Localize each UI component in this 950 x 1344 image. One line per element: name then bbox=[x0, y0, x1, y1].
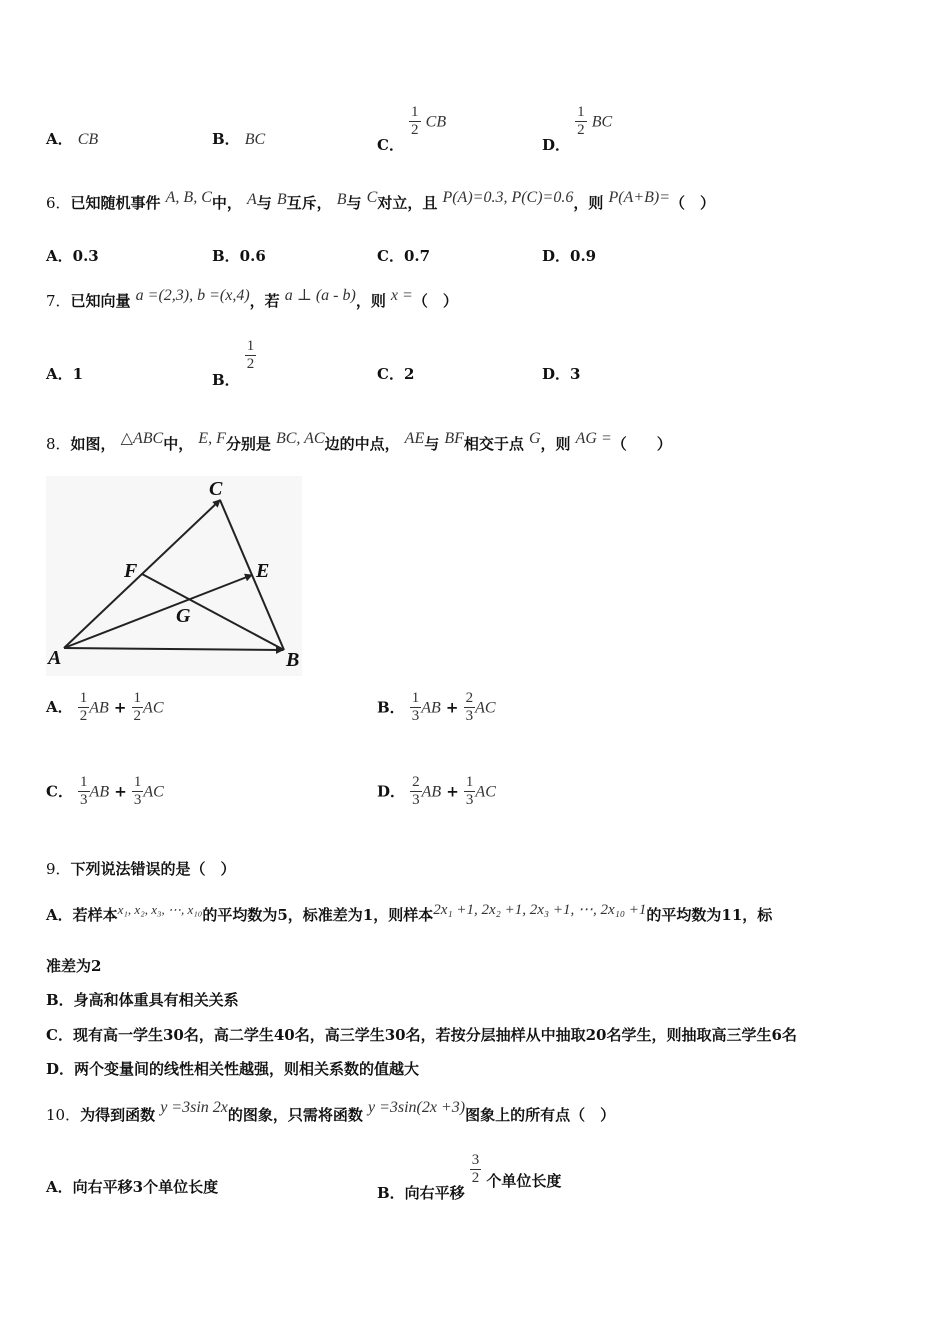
fraction-denominator: 3 bbox=[412, 792, 420, 809]
q9-option-a-line1 bbox=[46, 904, 772, 925]
q7-option-a bbox=[46, 363, 83, 384]
fraction bbox=[464, 690, 476, 726]
option-math: 2x₁ +1, 2x₂ +1, 2x₃ +1, ⋯, 2x₁₀ +1 bbox=[433, 902, 647, 918]
q6-option-d: D．0.9 bbox=[542, 247, 597, 265]
option-value: 3 bbox=[570, 365, 581, 383]
stem-text: （ ） bbox=[611, 435, 672, 453]
vector-name: AB bbox=[89, 699, 109, 717]
q5-option-d bbox=[542, 104, 613, 155]
option-text: B．向右平移 bbox=[377, 1184, 465, 1203]
stem-text: 已知随机事件 bbox=[70, 194, 161, 212]
q9-option-d: D．两个变量间的线性相关性越强，则相关系数的值越大 bbox=[46, 1060, 420, 1078]
q6-option-a: A．0.3 bbox=[46, 247, 99, 265]
label-f: F bbox=[124, 560, 138, 582]
question-number: 8． bbox=[46, 435, 71, 453]
stem-math: G bbox=[528, 430, 541, 447]
fraction-numerator: 1 bbox=[575, 104, 587, 122]
fraction-numerator: 2 bbox=[464, 690, 476, 708]
q7-option-d bbox=[542, 363, 580, 384]
q6-stem bbox=[46, 189, 716, 213]
fraction-numerator: 1 bbox=[409, 104, 421, 122]
option-letter: B． bbox=[212, 130, 240, 148]
fraction bbox=[245, 338, 257, 374]
fraction-numerator: 2 bbox=[410, 774, 422, 792]
stem-math: △ABC bbox=[120, 430, 164, 447]
stem-text: 中， bbox=[211, 194, 242, 212]
fraction-numerator: 1 bbox=[78, 774, 90, 792]
fraction bbox=[575, 104, 587, 140]
option-text: A．若样本 bbox=[46, 906, 118, 924]
q10-stem bbox=[46, 1099, 616, 1125]
vector-name: AC bbox=[475, 699, 496, 717]
fraction-numerator: 1 bbox=[245, 338, 257, 356]
fraction bbox=[409, 104, 421, 140]
stem-text: 如图， bbox=[70, 435, 116, 453]
fraction-denominator: 2 bbox=[471, 1170, 480, 1187]
stem-text: ，则 bbox=[355, 292, 386, 310]
fraction-denominator: 2 bbox=[577, 122, 585, 139]
vector-name: AC bbox=[475, 783, 496, 801]
option-value: 2 bbox=[403, 365, 415, 383]
fraction-numerator: 1 bbox=[132, 690, 144, 708]
option-letter: A． bbox=[46, 698, 73, 717]
fraction-denominator: 2 bbox=[79, 708, 88, 725]
stem-text: 与 bbox=[346, 194, 362, 212]
stem-math: BC, AC bbox=[275, 430, 325, 447]
fraction-denominator: 2 bbox=[411, 122, 419, 139]
fraction bbox=[78, 774, 90, 810]
stem-text: 已知向量 bbox=[70, 292, 131, 310]
stem-math: B bbox=[276, 191, 287, 208]
fraction bbox=[470, 1152, 482, 1188]
q9-option-c: C．现有高一学生30名，高二学生40名，高三学生30名，若按分层抽样从中抽取20名学生，则抽取高三学生6名 bbox=[46, 1026, 797, 1044]
fraction bbox=[132, 774, 144, 810]
q8-stem bbox=[46, 430, 672, 454]
option-value: 1 bbox=[72, 365, 84, 383]
option-letter: B． bbox=[377, 698, 405, 717]
stem-math: a =(2,3), b =(x,4) bbox=[135, 287, 250, 304]
label-g: G bbox=[176, 605, 191, 627]
option-letter: C． bbox=[377, 136, 404, 155]
stem-text: 分别是 bbox=[225, 435, 271, 453]
stem-math: P(A+B)= bbox=[608, 189, 671, 206]
stem-math: BF bbox=[444, 430, 464, 447]
fraction-numerator: 1 bbox=[78, 690, 90, 708]
option-text: 个单位长度 bbox=[486, 1172, 562, 1191]
plus-sign: + bbox=[446, 782, 459, 801]
stem-math: AE bbox=[404, 430, 425, 447]
q9-option-a-line2: 准差为2 bbox=[46, 957, 102, 975]
stem-text: ，则 bbox=[573, 194, 604, 212]
plus-sign: + bbox=[114, 782, 127, 801]
q6-option-c: C．0.7 bbox=[377, 247, 431, 265]
option-letter: A． bbox=[46, 130, 73, 148]
stem-text: 边的中点， bbox=[324, 435, 400, 453]
vector-name: AB bbox=[89, 783, 110, 801]
option-letter: D． bbox=[542, 365, 571, 383]
stem-math: E, F bbox=[198, 430, 226, 447]
option-letter: A． bbox=[46, 365, 73, 383]
vector-name: AB bbox=[421, 699, 441, 717]
stem-text: 互斥， bbox=[286, 194, 332, 212]
fraction-numerator: 1 bbox=[132, 774, 144, 792]
q6-option-b: B．0.6 bbox=[212, 247, 266, 265]
fraction bbox=[78, 690, 90, 726]
option-text: 的平均数为5，标准差为1，则样本 bbox=[202, 906, 434, 924]
stem-text: 对立，且 bbox=[377, 194, 438, 212]
q9-option-b: B．身高和体重具有相关关系 bbox=[46, 991, 239, 1009]
stem-text: 与 bbox=[256, 194, 272, 212]
stem-text: 相交于点 bbox=[463, 435, 524, 453]
q8-option-a bbox=[46, 690, 164, 726]
vector-name: AC bbox=[143, 699, 164, 717]
q7-stem bbox=[46, 287, 458, 311]
label-a: A bbox=[48, 647, 62, 669]
stem-text: 与 bbox=[424, 435, 440, 453]
label-b: B bbox=[286, 649, 300, 671]
q5-option-a bbox=[46, 128, 98, 149]
triangle-figure bbox=[46, 476, 302, 676]
fraction-denominator: 3 bbox=[133, 792, 142, 809]
q10-option-a: A．向右平移3个单位长度 bbox=[46, 1178, 219, 1196]
fraction bbox=[410, 690, 422, 726]
fraction bbox=[464, 774, 476, 810]
fraction-denominator: 3 bbox=[465, 708, 474, 725]
stem-text: 中， bbox=[163, 435, 194, 453]
stem-math: y =3sin(2x +3) bbox=[367, 1099, 466, 1116]
option-math: CB bbox=[425, 113, 447, 131]
stem-text: （ ） bbox=[670, 194, 716, 212]
stem-math: x = bbox=[390, 287, 413, 304]
option-letter: D． bbox=[377, 782, 406, 801]
fraction-numerator: 1 bbox=[410, 690, 422, 708]
stem-math: y =3sin 2x bbox=[160, 1099, 228, 1116]
option-letter: C． bbox=[46, 782, 73, 801]
question-number: 7． bbox=[46, 292, 71, 310]
fraction-denominator: 3 bbox=[411, 708, 420, 725]
option-math: BC bbox=[244, 131, 266, 148]
q7-option-b bbox=[212, 338, 256, 390]
stem-text: 下列说法错误的是（ ） bbox=[70, 860, 236, 878]
q5-option-c bbox=[377, 104, 447, 155]
stem-text: 图象上的所有点（ ） bbox=[465, 1106, 616, 1124]
option-math: x₁, x₂, x₃, ⋯, x₁₀ bbox=[117, 902, 203, 917]
option-letter: D． bbox=[542, 136, 571, 155]
q7-option-c bbox=[377, 363, 414, 384]
fraction-denominator: 3 bbox=[80, 792, 88, 809]
vector-name: AB bbox=[421, 783, 442, 801]
stem-text: （ ） bbox=[412, 292, 458, 310]
q8-option-d bbox=[377, 774, 496, 810]
q10-option-b bbox=[377, 1152, 562, 1203]
stem-math: A bbox=[246, 191, 257, 208]
label-c: C bbox=[209, 478, 223, 500]
stem-math: AG = bbox=[575, 430, 612, 447]
question-number: 6． bbox=[46, 194, 71, 212]
option-text: 的平均数为11，标 bbox=[646, 906, 773, 924]
label-e: E bbox=[256, 560, 270, 582]
q8-option-c bbox=[46, 774, 164, 810]
stem-text: 的图象，只需将函数 bbox=[227, 1106, 363, 1124]
question-number: 10． bbox=[46, 1106, 81, 1124]
stem-text: ，则 bbox=[540, 435, 571, 453]
q9-stem bbox=[46, 858, 236, 879]
question-number: 9． bbox=[46, 860, 71, 878]
option-letter: C． bbox=[377, 365, 404, 383]
fraction bbox=[410, 774, 422, 810]
stem-math: P(A)=0.3, P(C)=0.6 bbox=[442, 189, 574, 206]
option-math: CB bbox=[77, 131, 99, 148]
option-letter: B． bbox=[212, 371, 240, 390]
fraction-denominator: 3 bbox=[465, 792, 474, 809]
q5-option-b bbox=[212, 128, 265, 149]
plus-sign: + bbox=[113, 698, 127, 717]
stem-math: C bbox=[366, 189, 378, 206]
plus-sign: + bbox=[445, 698, 459, 717]
stem-math: A, B, C bbox=[165, 189, 212, 206]
option-math: BC bbox=[591, 113, 613, 131]
stem-text: 为得到函数 bbox=[80, 1106, 156, 1124]
q8-option-b bbox=[377, 690, 496, 726]
fraction-denominator: 2 bbox=[246, 356, 255, 373]
stem-math: B bbox=[336, 191, 347, 208]
fraction-numerator: 3 bbox=[470, 1152, 482, 1170]
fraction-numerator: 1 bbox=[464, 774, 476, 792]
stem-text: ，若 bbox=[249, 292, 280, 310]
fraction bbox=[132, 690, 144, 726]
fraction-denominator: 2 bbox=[133, 708, 142, 725]
vector-name: AC bbox=[143, 783, 164, 801]
stem-math: a ⊥ (a - b) bbox=[284, 287, 356, 304]
